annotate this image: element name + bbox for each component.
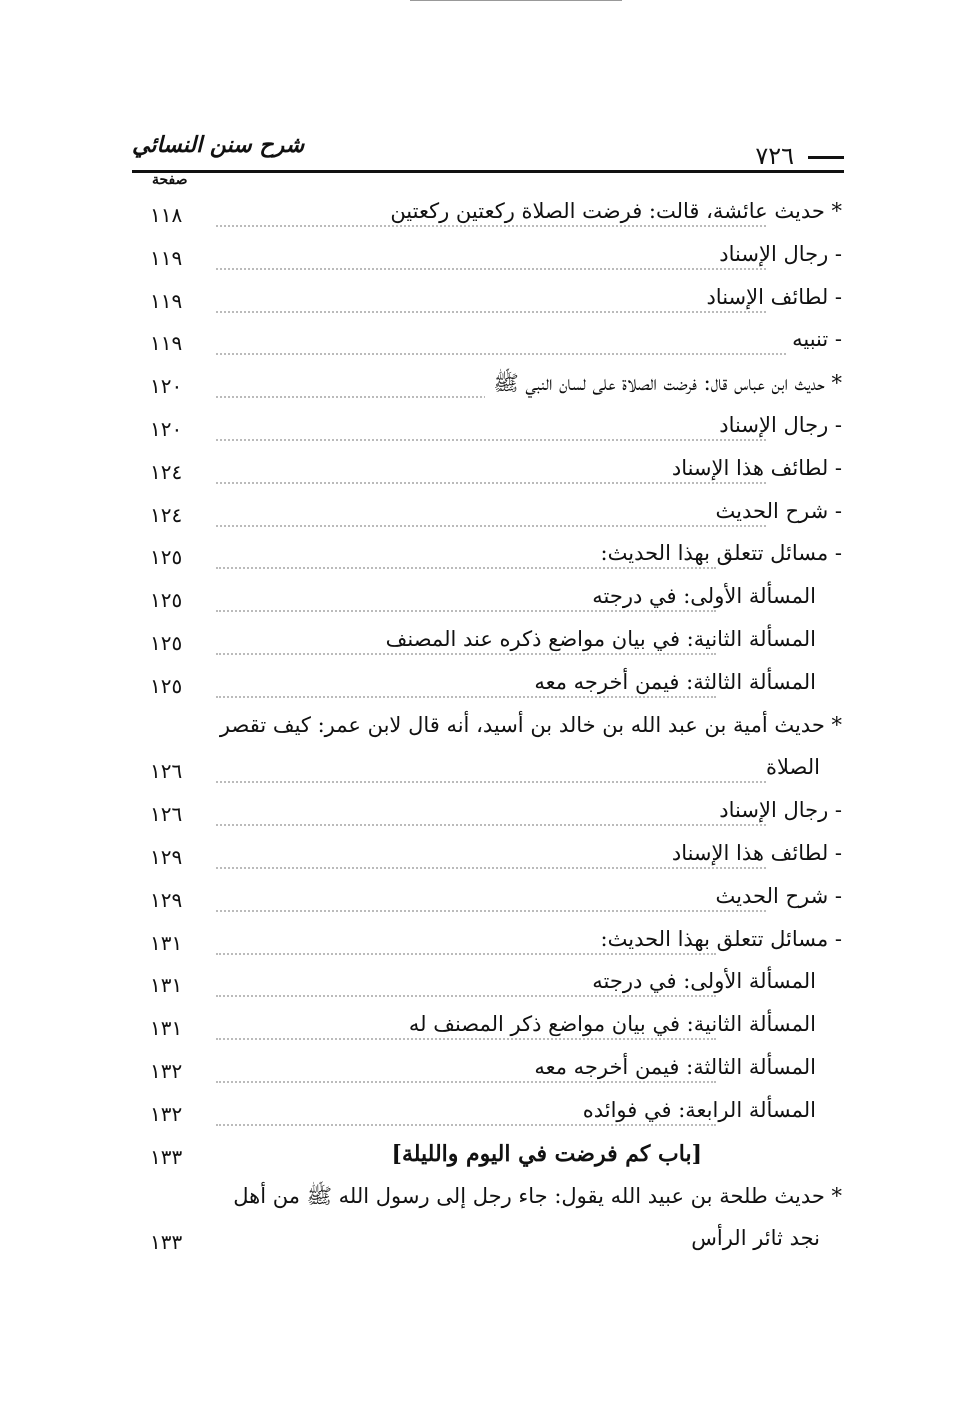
book-title: شرح سنن النسائي [132, 132, 305, 158]
toc-entry: المسألة الرابعة: في فوائده [575, 1098, 816, 1122]
toc-entry: - رجال الإسناد [711, 242, 842, 266]
toc-entry: * حديث طلحة بن عبيد الله يقول: جاء رجل إلى رسول الله ﷺ من أهل [225, 1183, 842, 1214]
toc-chapter-heading: [باب كم فرضت في اليوم والليلة] [384, 1141, 702, 1167]
toc-page: ١٣١ [150, 973, 183, 998]
header-rule [132, 170, 844, 173]
toc-row [150, 1137, 842, 1180]
toc-entry: - شرح الحديث [708, 499, 842, 523]
page-column-label: صفحة [152, 172, 188, 188]
toc-leader [216, 953, 716, 955]
toc-page: ١٣٣ [150, 1230, 183, 1255]
toc-row [150, 837, 842, 880]
toc-entry: - رجال الإسناد [711, 413, 842, 437]
toc-entry: - لطائف الإسناد [698, 285, 842, 309]
toc-entry: نجد ثائر الرأس [683, 1226, 820, 1250]
toc-leader [216, 1038, 716, 1040]
toc-page: ١٣١ [150, 930, 183, 955]
toc-page: ١٢٠ [150, 374, 183, 399]
toc-entry: * حديث عائشة، قالت: فرضت الصلاة ركعتين ركعتين [382, 199, 842, 223]
toc-entry: * حديث أمية بن عبد الله بن خالد بن أسيد، أنه قال لابن عمر: كيف تقصر [212, 713, 842, 737]
toc-page: ١٢٥ [150, 588, 183, 613]
toc-row [150, 709, 842, 752]
toc-row [150, 794, 842, 837]
toc-row [150, 495, 842, 538]
toc-entry: - لطائف هذا الإسناد [664, 841, 842, 865]
toc-leader [216, 525, 766, 527]
toc-leader [216, 268, 766, 270]
toc-page: ١١٩ [150, 245, 183, 270]
toc-entry: المسألة الثانية: في بيان مواضع ذكره عند المصنف [378, 627, 816, 651]
toc-leader [216, 482, 766, 484]
toc-leader [216, 439, 766, 441]
toc-entry: المسألة الأولى: في درجته [584, 969, 816, 993]
toc-page: ١٢٤ [150, 502, 183, 527]
toc-row [150, 1094, 842, 1137]
toc-leader [216, 225, 766, 227]
toc-entry: المسألة الثالثة: فيمن أخرجه معه [526, 1055, 816, 1079]
toc-page: ١٢٥ [150, 545, 183, 570]
toc-entry: * حديث ابن عباس قال: فرضت الصلاة على لسان النبي ﷺ [485, 370, 842, 401]
toc-leader [216, 781, 766, 783]
toc-page: ١١٩ [150, 331, 183, 356]
toc-page: ١٢٠ [150, 416, 183, 441]
toc-leader [216, 353, 786, 355]
page-number-dash [808, 156, 844, 159]
toc-page: ١٢٩ [150, 887, 183, 912]
toc-leader [216, 1124, 716, 1126]
toc-entry: - لطائف هذا الإسناد [664, 456, 842, 480]
toc-row [150, 880, 842, 923]
toc-row [150, 965, 842, 1008]
toc-row [150, 452, 842, 495]
toc-page: ١٣١ [150, 1016, 183, 1041]
toc-row [150, 537, 842, 580]
toc-page: ١١٩ [150, 288, 183, 313]
toc-row [150, 195, 842, 238]
page-number-block [755, 142, 844, 170]
toc-leader [216, 653, 716, 655]
toc-row [150, 1179, 842, 1222]
toc-row [150, 623, 842, 666]
toc-entry: - مسائل تتعلق بهذا الحديث: [593, 541, 842, 565]
table-of-contents [150, 195, 842, 1265]
toc-leader [216, 910, 766, 912]
toc-entry: المسألة الأولى: في درجته [584, 584, 816, 608]
toc-row [150, 923, 842, 966]
toc-leader [216, 311, 766, 313]
top-rule [410, 0, 622, 1]
toc-row [150, 751, 842, 794]
toc-leader [216, 867, 766, 869]
toc-page: ١٢٦ [150, 759, 183, 784]
toc-page: ١٢٥ [150, 630, 183, 655]
toc-page: ١٢٦ [150, 802, 183, 827]
page-number: ٧٢٦ [755, 142, 794, 170]
toc-entry: المسألة الثانية: في بيان مواضع ذكر المصنف له [401, 1012, 816, 1036]
toc-entry: - مسائل تتعلق بهذا الحديث: [593, 927, 842, 951]
toc-leader [216, 696, 716, 698]
toc-page: ١٣٢ [150, 1058, 183, 1083]
toc-row [150, 666, 842, 709]
toc-page: ١٣٢ [150, 1101, 183, 1126]
toc-page: ١٢٤ [150, 459, 183, 484]
toc-row [150, 366, 842, 409]
toc-page: ١٢٥ [150, 673, 183, 698]
toc-row [150, 1222, 842, 1265]
toc-row [150, 238, 842, 281]
toc-entry: - شرح الحديث [708, 884, 842, 908]
toc-leader [216, 610, 716, 612]
toc-row [150, 281, 842, 324]
toc-page: ١٢٩ [150, 844, 183, 869]
toc-row [150, 409, 842, 452]
toc-row [150, 1051, 842, 1094]
toc-entry: - تنبيه [784, 327, 842, 351]
toc-leader [216, 824, 766, 826]
toc-row [150, 323, 842, 366]
toc-entry: المسألة الثالثة: فيمن أخرجه معه [526, 670, 816, 694]
toc-entry: - رجال الإسناد [711, 798, 842, 822]
toc-leader [216, 995, 716, 997]
toc-leader [216, 567, 716, 569]
toc-page: ١١٨ [150, 203, 183, 227]
toc-row [150, 580, 842, 623]
toc-row [150, 1008, 842, 1051]
toc-page: ١٣٣ [150, 1144, 183, 1169]
toc-entry: الصلاة [758, 755, 820, 779]
toc-leader [216, 1081, 716, 1083]
